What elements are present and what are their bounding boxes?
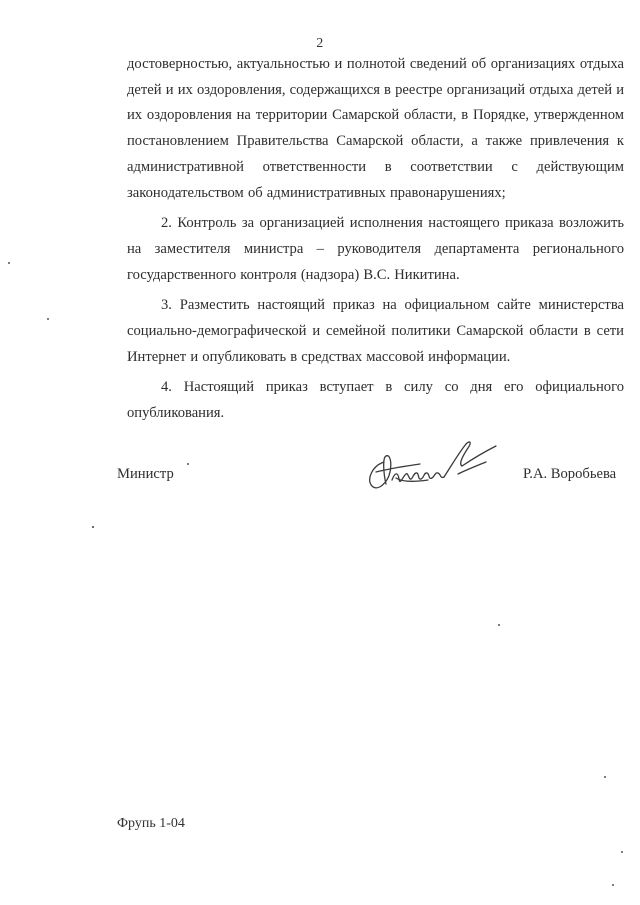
scan-speck [621,851,623,853]
scan-speck [47,318,49,320]
paragraph-4-effective-date: 4. Настоящий приказ вступает в силу со дня его официального опубликования. [127,379,624,422]
signatory-title: Министр [117,466,174,482]
scan-speck [604,776,606,778]
document-body [127,52,624,432]
page-number: 2 [316,36,324,51]
scan-speck [8,262,10,264]
scan-speck [92,526,94,528]
scan-speck [187,463,189,465]
form-code: Фрупь 1-04 [117,816,185,831]
scan-speck [498,624,500,626]
signatory-name: Р.А. Воробьева [523,466,617,482]
handwritten-signature [362,432,502,498]
paragraph-1-continued: достоверностью, актуальностью и полнотой сведений об организациях отдыха детей и их оздоровления, содержащихся в реестре организаций отдыха детей и их оздоровления на территории Самарской области, в Порядке, утвержденном постановлением Правительства Самарской области, а также привлечения к административной ответственности в соответствии с действующим законодательством об административных правонарушениях; [127,56,624,201]
paragraph-2-control: 2. Контроль за организацией исполнения настоящего приказа возложить на заместителя министра – руководителя департамента регионального государственного контроля (надзора) В.С. Никитина. [127,215,624,283]
scan-speck [612,884,614,886]
paragraph-3-publication: 3. Разместить настоящий приказ на официальном сайте министерства социально-демографической и семейной политики Самарской области в сети Интернет и опубликовать в средствах массовой информации. [127,297,624,365]
signature-block [0,430,640,510]
